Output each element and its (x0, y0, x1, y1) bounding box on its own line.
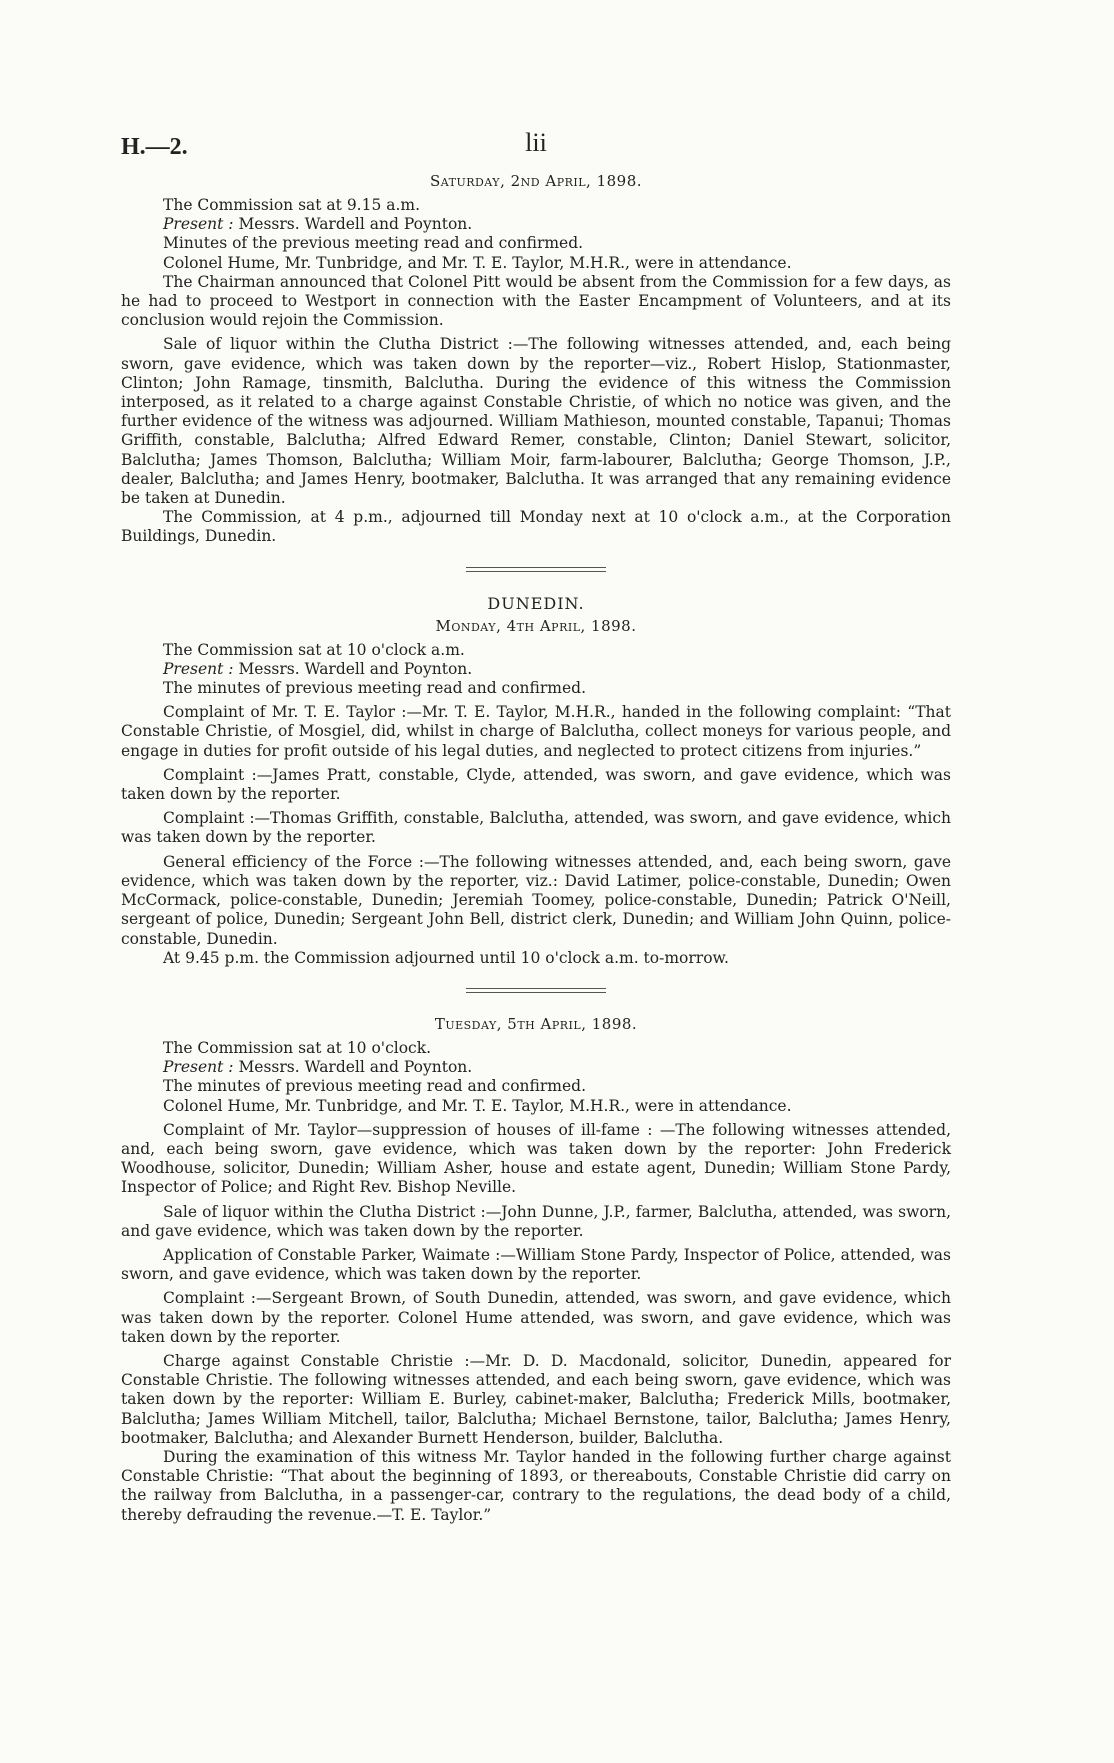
present-label: Present : (163, 659, 234, 678)
paragraph: General efficiency of the Force :—The following witnesses attended, and, each being sworn, gave evidence, which was taken down by the reporter, viz.: David Latimer, police-constable, Dunedin; Owen McCormack, police-constable, Dunedin; Jeremiah Toomey, police-constable, Dunedin; Patrick O'Neill, sergeant of police, Dunedin; Sergeant John Bell, district clerk, Dunedin; and William John Quinn, police-constable, Dunedin. (121, 852, 951, 948)
paragraph: The Chairman announced that Colonel Pitt would be absent from the Commission for a few days, as he had to proceed to Westport in connection with the Easter Encampment of Volunteers, and at its conclusion would rejoin the Commission. (121, 272, 951, 330)
section-date-tuesday: Tuesday, 5th April, 1898. (434, 1014, 638, 1033)
present-names: Messrs. Wardell and Poynton. (238, 1058, 473, 1077)
paragraph: During the examination of this witness Mr. Taylor handed in the following further charge against Constable Christie: “That about the beginning of 1893, or thereabouts, Constable Christie did carry on the railway from Balclutha, in a passenger-car, contrary to the regulations, the dead body of a child, thereby defrauding the revenue.—T. E. Taylor.” (121, 1447, 951, 1524)
page-header (121, 128, 951, 168)
section-date-monday: Monday, 4th April, 1898. (435, 616, 637, 635)
document-reference: H.—2. (121, 134, 188, 160)
present-label: Present : (163, 215, 234, 234)
paragraph: The minutes of previous meeting read and confirmed. (163, 1077, 587, 1096)
present-names: Messrs. Wardell and Poynton. (238, 215, 473, 234)
section-divider (466, 567, 606, 572)
paragraph: Complaint :—Thomas Griffith, constable, Balclutha, attended, was sworn, and gave evidence, which was taken down by the reporter. (121, 809, 951, 847)
paragraph: Sale of liquor within the Clutha District :—John Dunne, J.P., farmer, Balclutha, attended, was sworn, and gave evidence, which was taken down by the reporter. (121, 1202, 951, 1240)
section-date-saturday: Saturday, 2nd April, 1898. (429, 172, 643, 190)
paragraph: Colonel Hume, Mr. Tunbridge, and Mr. T. E. Taylor, M.H.R., were in attendance. (163, 253, 792, 272)
present-names: Messrs. Wardell and Poynton. (238, 659, 473, 678)
paragraph: Application of Constable Parker, Waimate :—William Stone Pardy, Inspector of Police, attended, was sworn, and gave evidence, which was taken down by the reporter. (121, 1245, 951, 1284)
paragraph: Complaint :—James Pratt, constable, Clyde, attended, was sworn, and gave evidence, which was taken down by the reporter. (121, 765, 951, 804)
place-heading: DUNEDIN. (487, 593, 585, 613)
paragraph: Minutes of the previous meeting read and confirmed. (163, 234, 584, 253)
page-number: lii (525, 128, 547, 157)
present-line (121, 215, 951, 234)
present-label: Present : (163, 1058, 234, 1077)
paragraph: The Commission sat at 10 o'clock. (163, 1038, 432, 1057)
paragraph: The minutes of previous meeting read and confirmed. (163, 679, 587, 698)
section-divider (466, 988, 606, 993)
present-line (121, 1058, 951, 1077)
paragraph: The Commission sat at 10 o'clock a.m. (163, 640, 465, 659)
paragraph: At 9.45 p.m. the Commission adjourned until 10 o'clock a.m. to-morrow. (163, 948, 729, 967)
present-line (121, 660, 951, 679)
paragraph: The Commission, at 4 p.m., adjourned till Monday next at 10 o'clock a.m., at the Corporation Buildings, Dunedin. (121, 508, 951, 546)
paragraph: Sale of liquor within the Clutha District :—The following witnesses attended, and, each being sworn, gave evidence, which was taken down by the reporter—viz., Robert Hislop, Stationmaster, Clinton; John Ramage, tinsmith, Balclutha. During the evidence of this witness the Commission interposed, as it related to a charge against Constable Christie, of which no notice was given, and the further evidence of the witness was adjourned. William Mathieson, mounted constable, Tapanui; Thomas Griffith, constable, Balclutha; Alfred Edward Remer, constable, Clinton; Daniel Stewart, solicitor, Balclutha; James Thomson, Balclutha; William Moir, farm-labourer, Balclutha; George Thomson, J.P., dealer, Balclutha; and James Henry, bootmaker, Balclutha. It was arranged that any remaining evidence be taken at Dunedin. (121, 335, 951, 508)
paragraph: Colonel Hume, Mr. Tunbridge, and Mr. T. E. Taylor, M.H.R., were in attendance. (163, 1096, 792, 1115)
paragraph: Complaint of Mr. T. E. Taylor :—Mr. T. E. Taylor, M.H.R., handed in the following complaint: “That Constable Christie, of Mosgiel, did, whilst in charge of Balclutha, collect moneys for various people, and engage in duties for profit outside of his legal duties, and neglected to protect citizens from injuries.” (121, 703, 951, 760)
paragraph: Complaint :—Sergeant Brown, of South Dunedin, attended, was sworn, and gave evidence, which was taken down by the reporter. Colonel Hume attended, was sworn, and gave evidence, which was taken down by the reporter. (121, 1289, 951, 1346)
paragraph: Charge against Constable Christie :—Mr. D. D. Macdonald, solicitor, Dunedin, appeared for Constable Christie. The following witnesses attended, and each being sworn, gave evidence, which was taken down by the reporter: William E. Burley, cabinet-maker, Balclutha; Frederick Mills, bootmaker, Balclutha; James William Mitchell, tailor, Balclutha; Michael Bernstone, tailor, Balclutha; James Henry, bootmaker, Balclutha; and Alexander Burnett Henderson, builder, Balclutha. (121, 1351, 951, 1447)
document-page (121, 128, 951, 1525)
paragraph: The Commission sat at 9.15 a.m. (163, 196, 421, 214)
paragraph: Complaint of Mr. Taylor—suppression of houses of ill-fame : —The following witnesses attended, and, each being sworn, gave evidence, which was taken down by the reporter: John Frederick Woodhouse, solicitor, Dunedin; William Asher, house and estate agent, Dunedin; William Stone Pardy, Inspector of Police; and Right Rev. Bishop Neville. (121, 1120, 951, 1197)
